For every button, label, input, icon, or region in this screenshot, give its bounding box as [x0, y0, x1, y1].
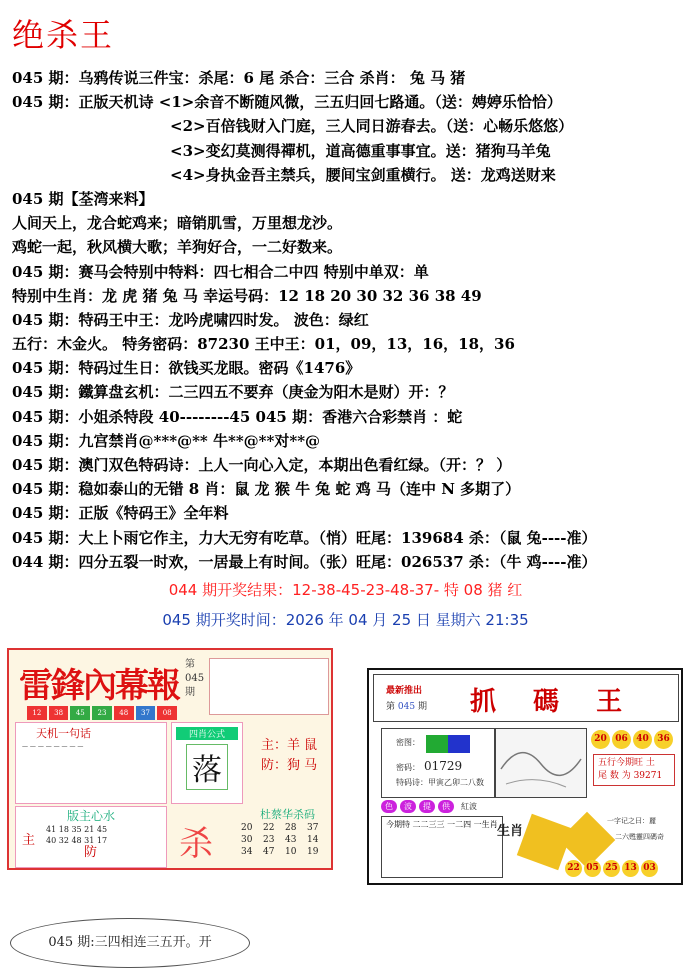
- right-title: 抓 碼 王: [470, 687, 637, 717]
- right-tags: [381, 800, 481, 813]
- left-panel-banzhu: [15, 806, 167, 868]
- ball: 22: [565, 860, 582, 877]
- grid-row: [241, 834, 329, 846]
- ball: 20: [591, 730, 610, 749]
- panel2-header: 四肖公式: [176, 727, 238, 740]
- ball: 40: [633, 730, 652, 749]
- grid-cell: 23: [263, 835, 275, 845]
- right-top-banner: [373, 674, 679, 722]
- shengxiao-label: 生肖: [497, 824, 524, 839]
- tag: 供: [438, 800, 454, 813]
- content-line: <3>变幻莫测得禪机，道高德重事事宜。送：猪狗马羊兔: [170, 141, 551, 160]
- grid-cell: 37: [307, 823, 319, 833]
- ball: 36: [654, 730, 673, 749]
- content-line: 045 期：鐵算盘玄机：二三四五不要弃（庚金为阳木是财）开：？: [12, 383, 454, 402]
- code-row: [396, 759, 462, 773]
- left-box-text: 今期特 二二三三 一二四 一生肖: [386, 820, 498, 829]
- panel4-row-1: 41 18 35 21 45: [46, 825, 108, 834]
- grid-cell: 34: [241, 847, 253, 857]
- left-header: [13, 654, 183, 717]
- tag: 紅波: [457, 800, 481, 813]
- tag: 波: [400, 800, 416, 813]
- left-panel-shama: [171, 806, 329, 866]
- tag: 色: [381, 800, 397, 813]
- content-line: 045 期：特码过生日：欲钱买龙眼。密码《1476》: [12, 359, 361, 378]
- content-line: 045 期：赛马会特别中特料：四七相合二中四 特别中单双：单: [12, 262, 429, 281]
- result-line: 044 期开奖结果：12-38-45-23-48-37- 特 08 猪 红: [168, 581, 523, 599]
- content-line: <2>百倍钱财入门庭，三人同日游春去。（送：心畅乐悠悠）: [170, 117, 574, 136]
- content-line: 特别中生肖：龙 虎 猪 兔 马 幸运号码：12 18 20 30 32 36 38 49: [12, 286, 482, 305]
- map-sketch-icon: [495, 728, 587, 798]
- content-line: 人间天上，龙合蛇鸡来；暗销肌雪，万里想龙沙。: [12, 214, 343, 233]
- content-line: 045 期：大上卜雨它作主，力大无穷有吃草。（悄）旺尾：139684 杀：（鼠 兔----准）: [12, 528, 597, 547]
- left-panel-oneline: [15, 722, 167, 804]
- right-balls-top: [591, 730, 677, 749]
- content-line: 045 期：乌鸦传说三件宝：杀尾：6 尾 杀合：三合 杀肖： 兔 马 猪: [12, 69, 466, 87]
- panel5-char: 杀: [179, 824, 213, 864]
- content-line: <4>身执金吾主禁兵，腰间宝剑重横行。 送：龙鸡送财来: [170, 165, 556, 184]
- grid-cell: 20: [241, 823, 253, 833]
- issue-number: 045: [397, 702, 416, 712]
- issue-prefix: 第: [386, 702, 396, 712]
- grid-cell: 22: [263, 823, 275, 833]
- ball: 45: [70, 706, 90, 720]
- right-issue: [386, 699, 427, 712]
- secret-label: 密图：: [396, 738, 420, 747]
- content-line: 045 期：澳门双色特码诗：上人一向心入定，本期出色看红绿。（开：？ ）: [12, 456, 512, 474]
- weishu-text: 尾 数 为 39271: [598, 771, 663, 781]
- panel4-zhu: 主: [22, 833, 36, 848]
- grid-cell: 30: [241, 835, 253, 845]
- wuxing-text: 五行今期旺 土: [598, 758, 655, 768]
- ball: 12: [27, 706, 47, 720]
- ball: 13: [622, 860, 639, 877]
- panel2-char: 落: [186, 744, 228, 790]
- content-line: 045 期：正版《特码王》全年料: [12, 504, 229, 523]
- left-balls: [27, 706, 177, 720]
- page-title: 绝杀王: [12, 16, 115, 54]
- te-label: 特码诗：甲寅乙卯二八数: [396, 778, 484, 787]
- panel4-row-2: 40 32 48 31 17: [46, 836, 108, 845]
- ball: 05: [584, 860, 601, 877]
- content-line: 045 期：特码王中王：龙吟虎啸四时发。 波色：绿红: [12, 310, 369, 329]
- flag-logo-icon: [426, 735, 470, 753]
- ball: 06: [612, 730, 631, 749]
- ball: 08: [157, 706, 177, 720]
- left-blank-box: [209, 658, 329, 715]
- content-line: 045 期：九宫禁肖@***@** 牛**@**对**@: [12, 431, 321, 450]
- code-label: 密码：: [396, 763, 420, 772]
- left-panel-formula: [171, 722, 243, 804]
- content-line: 045 期：稳如泰山的无错 8 肖：鼠 龙 猴 牛 兔 蛇 鸡 马（连中 N 多期了）: [12, 480, 521, 499]
- left-title: 雷鋒內幕報: [19, 666, 179, 706]
- content-line: 045 期：正版天机诗 <1>余音不断随风微，三五归回七路通。（送：娉婷乐恰恰）: [12, 93, 562, 112]
- time-line: 045 期开奖时间：2026 年 04 月 25 日 星期六 21:35: [162, 611, 529, 629]
- grid-cell: 19: [307, 847, 319, 857]
- grid-cell: 47: [263, 847, 275, 857]
- panel1-text: — — — — — — — —: [22, 743, 84, 750]
- speech-bubble: 045 期:三四相连三五开。开: [10, 918, 250, 968]
- ball: 03: [641, 860, 658, 877]
- left-side-issue: 第 045 期: [185, 659, 205, 698]
- grid-cell: 28: [285, 823, 297, 833]
- content-line: 045 期：小姐杀特段 40--------45 045 期：香港六合彩禁肖 ：蛇: [12, 407, 463, 426]
- panel3-line-1: 主：羊 鼠: [261, 738, 318, 753]
- yi-label: 一字记之曰：麗: [607, 817, 656, 825]
- panel5-grid: [241, 822, 329, 858]
- panel1-header: 天机一句话: [36, 727, 91, 740]
- panel4-fang: 防: [84, 845, 98, 860]
- right-newspaper-image: [367, 668, 683, 885]
- panel3-line-2: 防：狗 马: [261, 758, 318, 773]
- content-line: 044 期：四分五裂一时欢，一居最上有时间。（张）旺尾：026537 杀：（牛 鸡----准）: [12, 552, 597, 571]
- map-sketch-svg: [496, 729, 586, 797]
- ball: 25: [603, 860, 620, 877]
- grid-cell: 14: [307, 835, 319, 845]
- grid-cell: 43: [285, 835, 297, 845]
- content-line: 五行：木金火。 特务密码：87230 王中王：01，09，13，16，18，36: [12, 335, 515, 354]
- grid-cell: 10: [285, 847, 297, 857]
- left-panel-zhufang: [245, 722, 329, 802]
- right-wuxing-box: [593, 754, 675, 786]
- right-left-box: [381, 816, 503, 878]
- right-top-label: 最新推出: [386, 686, 423, 696]
- right-code-box: [381, 728, 495, 798]
- issue-suffix: 期: [417, 702, 427, 712]
- panel4-header: 版主心水: [66, 809, 115, 823]
- ball: 23: [92, 706, 112, 720]
- ball: 37: [136, 706, 156, 720]
- right-balls-bottom: [565, 860, 658, 877]
- left-newspaper-image: [7, 648, 333, 870]
- panel5-header: 杜蔡华杀码: [260, 808, 315, 821]
- code-value: 01729: [424, 759, 463, 773]
- grid-row: [241, 822, 329, 834]
- content-lines: [12, 66, 682, 574]
- content-line: 鸡蛇一起，秋风横大歌；羊狗好合，一二好数来。: [12, 238, 343, 257]
- ball: 48: [114, 706, 134, 720]
- tag: 提: [419, 800, 435, 813]
- grid-row: [241, 846, 329, 858]
- content-line: 045 期【荃湾来料】: [12, 189, 154, 208]
- erliu-label: 二六甦靈四碼奇: [615, 833, 664, 841]
- ball: 38: [49, 706, 69, 720]
